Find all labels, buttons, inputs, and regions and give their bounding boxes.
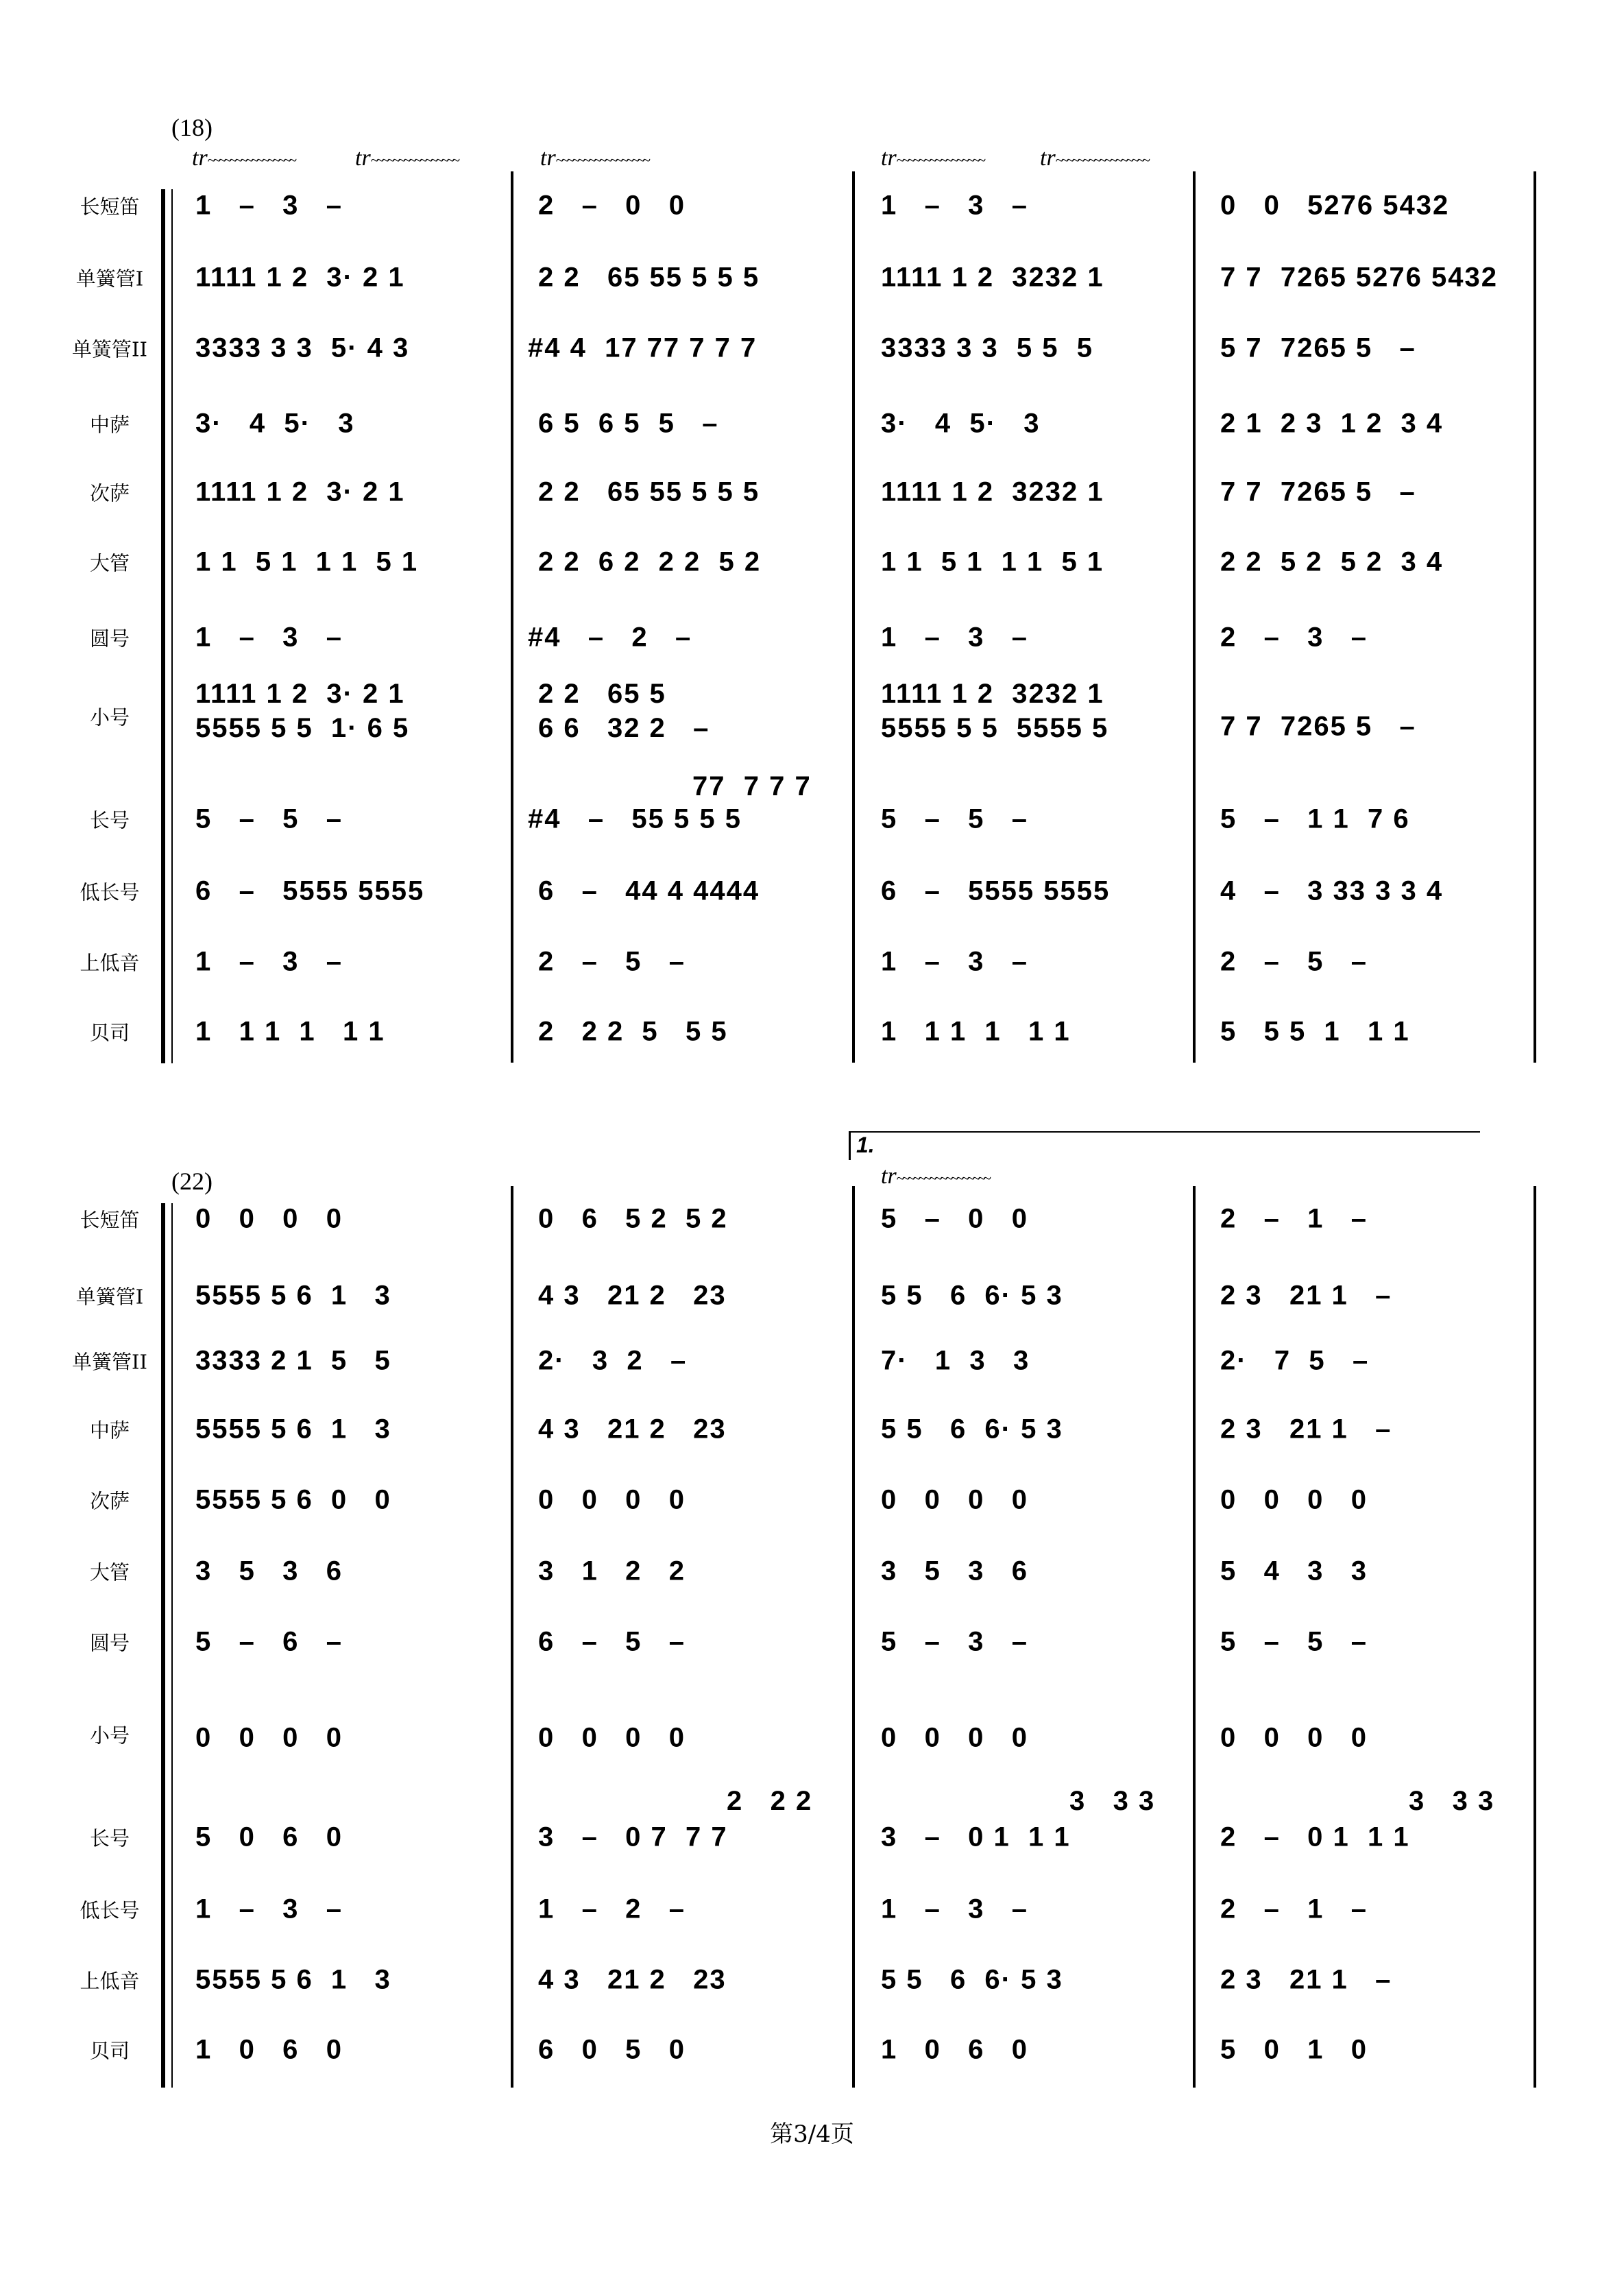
measure-notes: 5 0 6 0 bbox=[195, 1822, 343, 1852]
measure-notes: #4 – 55 5 5 5 bbox=[528, 803, 742, 834]
measure-notes: 5 – 3 – bbox=[881, 1626, 1029, 1657]
volta-bracket: 1. bbox=[849, 1131, 1480, 1160]
measure-notes: 2 2 65 55 5 5 5 bbox=[538, 262, 760, 293]
measure-notes: 0 0 0 0 bbox=[1220, 1722, 1368, 1753]
measure-notes: 5 4 3 3 bbox=[1220, 1556, 1368, 1586]
measure-number: (18) bbox=[171, 114, 213, 141]
measure-notes: 2 – 5 – bbox=[538, 946, 686, 977]
measure-notes-upper: 77 7 7 7 bbox=[692, 771, 812, 801]
measure-notes: 1111 1 2 3232 1 bbox=[881, 262, 1104, 293]
measure-notes: 2 – 3 – bbox=[1220, 622, 1368, 653]
instrument-label: 贝司 bbox=[89, 1021, 130, 1045]
measure-notes: 3333 3 3 5 5 5 bbox=[881, 333, 1094, 363]
measure-notes: 6 – 5 – bbox=[538, 1626, 686, 1657]
measure-notes: 1 1 5 1 1 1 5 1 bbox=[195, 546, 419, 577]
measure-notes: 1 – 3 – bbox=[195, 1894, 343, 1924]
measure-notes: 1 – 3 – bbox=[881, 1894, 1029, 1924]
instrument-label: 上低音 bbox=[80, 1969, 140, 1993]
trill-mark: tr~~~~~~~~~~~~~~~~ bbox=[192, 145, 295, 171]
measure-notes: 5555 5 6 1 3 bbox=[195, 1964, 391, 1995]
measure-notes-upper: 3 3 3 bbox=[1069, 1786, 1156, 1816]
measure-notes: 2· 7 5 – bbox=[1220, 1345, 1370, 1376]
measure-notes: 5 – 0 0 bbox=[881, 1203, 1029, 1234]
instrument-label: 长号 bbox=[89, 808, 130, 832]
measure-notes: 3 5 3 6 bbox=[195, 1556, 343, 1586]
measure-notes: 1 – 3 – bbox=[881, 622, 1029, 653]
page-footer: 第3/4页 bbox=[770, 2120, 854, 2148]
measure-notes: 1 1 1 1 1 1 bbox=[195, 1016, 385, 1047]
instrument-label: 单簧管II bbox=[72, 337, 147, 361]
instrument-label: 长短笛 bbox=[80, 195, 140, 219]
barline bbox=[1534, 171, 1536, 1063]
barline bbox=[511, 1186, 513, 2088]
measure-notes: 5 – 1 1 7 6 bbox=[1220, 803, 1410, 834]
measure-notes-lower: 6 6 32 2 – bbox=[538, 713, 710, 743]
measure-notes: 0 0 0 0 bbox=[195, 1203, 343, 1234]
measure-notes: 7 7 7265 5276 5432 bbox=[1220, 262, 1499, 293]
instrument-label: 长号 bbox=[89, 1826, 130, 1850]
measure-notes: 1 0 6 0 bbox=[195, 2034, 343, 2065]
measure-notes: 0 6 5 2 5 2 bbox=[538, 1203, 728, 1234]
measure-notes: 5 – 6 – bbox=[195, 1626, 343, 1657]
measure-notes: 1 0 6 0 bbox=[881, 2034, 1029, 2065]
measure-notes: 2 3 21 1 – bbox=[1220, 1280, 1392, 1311]
measure-notes: 0 0 0 0 bbox=[881, 1722, 1029, 1753]
instrument-label: 小号 bbox=[89, 705, 130, 729]
measure-notes: 7 7 7265 5 – bbox=[1220, 711, 1416, 742]
measure-notes: #4 4 17 77 7 7 7 bbox=[528, 333, 758, 363]
measure-notes: 2 – 1 – bbox=[1220, 1894, 1368, 1924]
measure-notes: 2 – 0 1 1 1 bbox=[1220, 1822, 1410, 1852]
instrument-label: 单簧管I bbox=[75, 267, 144, 291]
measure-notes: 1 1 1 1 1 1 bbox=[881, 1016, 1071, 1047]
measure-notes: 5555 5 6 1 3 bbox=[195, 1280, 391, 1311]
measure-notes: 4 – 3 33 3 3 4 bbox=[1220, 875, 1444, 906]
instrument-label: 低长号 bbox=[80, 1898, 140, 1922]
measure-notes: 2 – 5 – bbox=[1220, 946, 1368, 977]
measure-notes: 5 5 6 6· 5 3 bbox=[881, 1964, 1063, 1995]
trill-mark: tr~~~~~~~~~~~~~~~~ bbox=[881, 145, 984, 171]
instrument-label: 大管 bbox=[89, 551, 130, 575]
measure-notes: 2 3 21 1 – bbox=[1220, 1414, 1392, 1445]
instrument-label: 单簧管II bbox=[72, 1350, 147, 1374]
measure-notes: 2 2 6 2 2 2 5 2 bbox=[538, 546, 762, 577]
trill-mark: tr~~~~~~~~~~~~~~~~~ bbox=[1040, 145, 1148, 171]
measure-notes: 2 2 65 55 5 5 5 bbox=[538, 476, 760, 507]
measure-notes: 0 0 0 0 bbox=[195, 1722, 343, 1753]
measure-notes: 3 5 3 6 bbox=[881, 1556, 1029, 1586]
measure-notes: 5 5 5 1 1 1 bbox=[1220, 1016, 1410, 1047]
instrument-label: 长短笛 bbox=[80, 1208, 140, 1232]
measure-notes: #4 – 2 – bbox=[528, 622, 692, 653]
instrument-label: 上低音 bbox=[80, 951, 140, 975]
measure-notes: 1 – 3 – bbox=[195, 190, 343, 221]
measure-notes: 3 – 0 7 7 7 bbox=[538, 1822, 728, 1852]
trill-mark: tr~~~~~~~~~~~~~~~~~ bbox=[881, 1163, 989, 1189]
measure-notes: 5555 5 6 0 0 bbox=[195, 1484, 391, 1515]
measure-notes: 3 1 2 2 bbox=[538, 1556, 686, 1586]
measure-notes: 7· 1 3 3 bbox=[881, 1345, 1030, 1376]
measure-notes: 2 – 0 0 bbox=[538, 190, 686, 221]
measure-notes: 0 0 5276 5432 bbox=[1220, 190, 1450, 221]
measure-notes: 3· 4 5· 3 bbox=[195, 408, 355, 439]
measure-notes: 5 – 5 – bbox=[1220, 1626, 1368, 1657]
measure-notes: 0 0 0 0 bbox=[1220, 1484, 1368, 1515]
measure-notes-upper: 2 2 2 bbox=[727, 1786, 813, 1816]
barline bbox=[852, 1186, 855, 2088]
measure-notes: 3 – 0 1 1 1 bbox=[881, 1822, 1071, 1852]
measure-notes: 5 0 1 0 bbox=[1220, 2034, 1368, 2065]
measure-notes: 3333 3 3 5· 4 3 bbox=[195, 333, 410, 363]
measure-notes: 7 7 7265 5 – bbox=[1220, 476, 1416, 507]
measure-notes: 5 5 6 6· 5 3 bbox=[881, 1280, 1063, 1311]
barline bbox=[1534, 1186, 1536, 2088]
instrument-label: 圆号 bbox=[89, 627, 130, 651]
barline bbox=[1193, 1186, 1196, 2088]
measure-notes: 4 3 21 2 23 bbox=[538, 1964, 727, 1995]
measure-notes: 0 0 0 0 bbox=[881, 1484, 1029, 1515]
measure-notes: 0 0 0 0 bbox=[538, 1722, 686, 1753]
measure-notes: 5 – 5 – bbox=[195, 803, 343, 834]
measure-notes-upper: 3 3 3 bbox=[1409, 1786, 1495, 1816]
measure-notes: 5 – 5 – bbox=[881, 803, 1029, 834]
instrument-label: 次萨 bbox=[89, 481, 130, 505]
measure-notes-upper: 1111 1 2 3· 2 1 bbox=[195, 679, 405, 709]
measure-notes-lower: 5555 5 5 5555 5 bbox=[881, 713, 1109, 743]
instrument-label: 中萨 bbox=[89, 413, 130, 437]
measure-notes: 1 – 3 – bbox=[195, 622, 343, 653]
measure-notes: 6 – 5555 5555 bbox=[881, 875, 1111, 906]
measure-notes: 0 0 0 0 bbox=[538, 1484, 686, 1515]
instrument-label: 圆号 bbox=[89, 1631, 130, 1655]
measure-notes: 3· 4 5· 3 bbox=[881, 408, 1041, 439]
measure-notes: 1 – 3 – bbox=[195, 946, 343, 977]
measure-notes: 1 – 3 – bbox=[881, 946, 1029, 977]
measure-notes: 3333 2 1 5 5 bbox=[195, 1345, 391, 1376]
measure-notes-upper: 1111 1 2 3232 1 bbox=[881, 679, 1104, 709]
measure-notes: 1 1 5 1 1 1 5 1 bbox=[881, 546, 1104, 577]
measure-notes: 1111 1 2 3· 2 1 bbox=[195, 262, 405, 293]
barline bbox=[1193, 171, 1196, 1063]
measure-notes: 2 2 2 5 5 5 bbox=[538, 1016, 728, 1047]
measure-notes: 6 0 5 0 bbox=[538, 2034, 686, 2065]
measure-notes: 6 5 6 5 5 – bbox=[538, 408, 719, 439]
instrument-label: 低长号 bbox=[80, 880, 140, 904]
measure-notes: 1111 1 2 3232 1 bbox=[881, 476, 1104, 507]
measure-number: (22) bbox=[171, 1168, 213, 1195]
measure-notes: 5 5 6 6· 5 3 bbox=[881, 1414, 1063, 1445]
measure-notes-upper: 2 2 65 5 bbox=[538, 679, 666, 709]
measure-notes: 6 – 5555 5555 bbox=[195, 875, 425, 906]
instrument-label: 中萨 bbox=[89, 1418, 130, 1442]
measure-notes: 5 7 7265 5 – bbox=[1220, 333, 1416, 363]
instrument-label: 单簧管I bbox=[75, 1285, 144, 1309]
measure-notes: 1 – 2 – bbox=[538, 1894, 686, 1924]
trill-mark: tr~~~~~~~~~~~~~~~~ bbox=[355, 145, 458, 171]
measure-notes: 5555 5 6 1 3 bbox=[195, 1414, 391, 1445]
measure-notes: 2 – 1 – bbox=[1220, 1203, 1368, 1234]
measure-notes: 1 – 3 – bbox=[881, 190, 1029, 221]
measure-notes: 1111 1 2 3· 2 1 bbox=[195, 476, 405, 507]
barline bbox=[511, 171, 513, 1063]
instrument-label: 大管 bbox=[89, 1560, 130, 1584]
trill-mark: tr~~~~~~~~~~~~~~~~~ bbox=[540, 145, 649, 171]
instrument-label: 次萨 bbox=[89, 1489, 130, 1513]
instrument-label: 贝司 bbox=[89, 2039, 130, 2063]
measure-notes: 4 3 21 2 23 bbox=[538, 1414, 727, 1445]
measure-notes-lower: 5555 5 5 1· 6 5 bbox=[195, 713, 410, 743]
barline bbox=[852, 171, 855, 1063]
measure-notes: 2 2 5 2 5 2 3 4 bbox=[1220, 546, 1444, 577]
measure-notes: 2 1 2 3 1 2 3 4 bbox=[1220, 408, 1444, 439]
measure-notes: 2 3 21 1 – bbox=[1220, 1964, 1392, 1995]
instrument-label: 小号 bbox=[89, 1724, 130, 1748]
measure-notes: 6 – 44 4 4444 bbox=[538, 875, 760, 906]
measure-notes: 2· 3 2 – bbox=[538, 1345, 688, 1376]
measure-notes: 4 3 21 2 23 bbox=[538, 1280, 727, 1311]
